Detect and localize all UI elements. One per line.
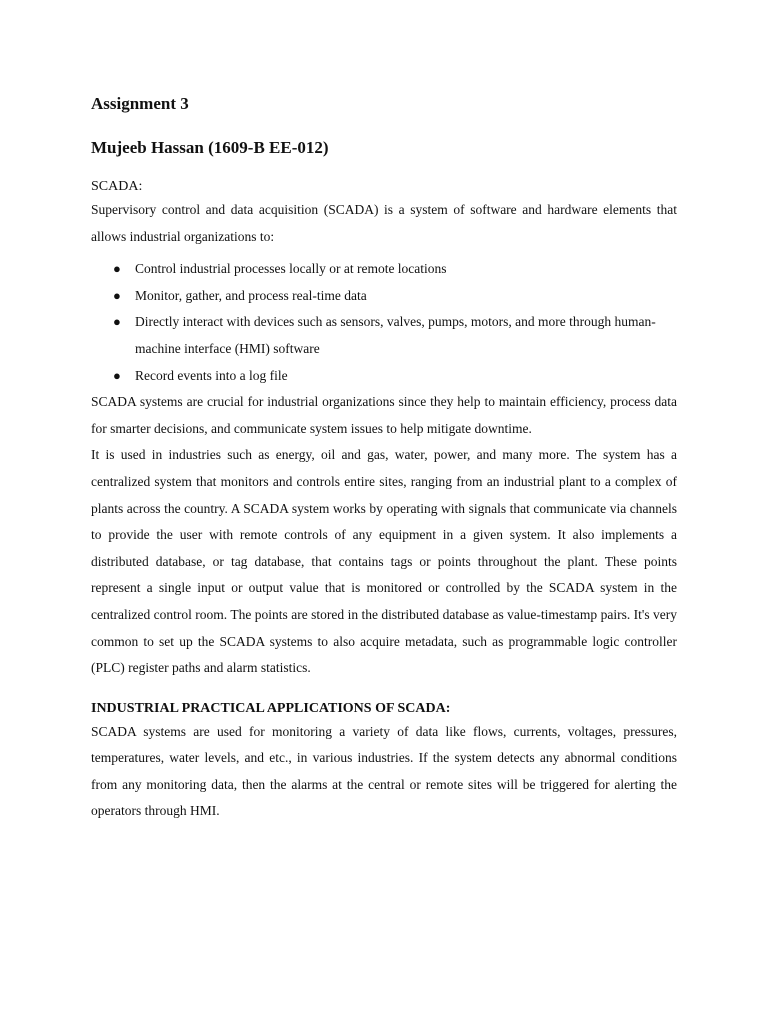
paragraph-usage: It is used in industries such as energy, oil and gas, water, power, and many more. The system has a centralized system that monitors and controls entire sites, ranging from an industrial plant to a complex of plants across the country. A SCADA system works by operating with signals that communicate via channels to provide the user with remote controls of any equipment in a given system. It also implements a distributed database, or tag database, that contains tags or points throughout the plant. These points represent a single input or output value that is monitored or controlled by the SCADA system in the centralized control room. The points are stored in the distributed database as value-timestamp pairs. It's very common to set up the SCADA systems to also acquire metadata, such as programmable logic controller (PLC) register paths and alarm statistics. xyxy=(91,447,677,676)
bullet-icon: ● xyxy=(113,261,121,277)
list-item-text: Control industrial processes locally or at remote locations xyxy=(135,261,447,277)
document-body xyxy=(91,92,677,825)
list-item xyxy=(91,363,677,390)
bullet-icon: ● xyxy=(113,314,121,330)
list-item xyxy=(91,256,677,283)
document-title: Assignment 3 xyxy=(91,94,189,113)
list-item-text: Monitor, gather, and process real-time data xyxy=(135,287,367,303)
author-line: Mujeeb Hassan (1609-B EE-012) xyxy=(91,138,329,157)
list-item xyxy=(91,309,677,362)
list-item-text: Record events into a log file xyxy=(135,367,288,383)
paragraph-applications: SCADA systems are used for monitoring a variety of data like flows, currents, voltages, pressures, temperatures, water levels, and etc., in various industries. If the system detects any abnormal conditions from any monitoring data, then the alarms at the central or remote sites will be triggered for alerting the operators through HMI. xyxy=(91,723,677,819)
bullet-list xyxy=(91,256,677,389)
list-item xyxy=(91,283,677,310)
intro-paragraph: Supervisory control and data acquisition (SCADA) is a system of software and hardware elements that allows industrial organizations to: xyxy=(91,202,677,244)
bullet-icon: ● xyxy=(113,367,121,383)
bullet-icon: ● xyxy=(113,287,121,303)
section-heading-scada: SCADA: xyxy=(91,179,143,194)
list-item-text: Directly interact with devices such as sensors, valves, pumps, motors, and more through human-machine interface (HMI) software xyxy=(135,314,656,356)
section-heading-applications: INDUSTRIAL PRACTICAL APPLICATIONS OF SCADA: xyxy=(91,700,451,716)
paragraph-importance: SCADA systems are crucial for industrial organizations since they help to maintain efficiency, process data for smarter decisions, and communicate system issues to help mitigate downtime. xyxy=(91,394,677,436)
